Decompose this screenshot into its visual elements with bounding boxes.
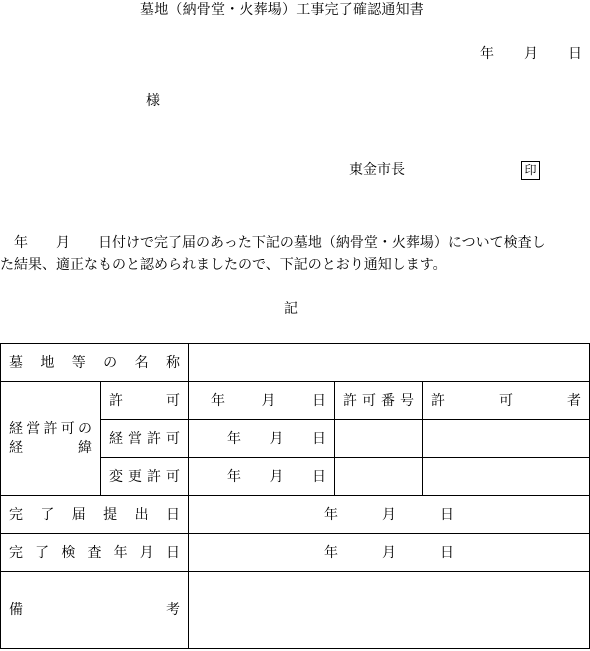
header-permit-number-char: 可: [362, 392, 376, 409]
completion-filed-label-char: 出: [134, 506, 149, 523]
month-label: 月: [382, 506, 396, 523]
year-label: 年: [227, 468, 241, 485]
table-row-completion-filed: [1, 496, 590, 534]
change-permit-number-cell[interactable]: [335, 458, 423, 496]
issuer: 東金市長: [349, 162, 405, 178]
change-permit-label-char: 可: [166, 468, 180, 485]
inspection-date-cell[interactable]: [189, 534, 590, 572]
name-label-char: 墓: [9, 354, 23, 371]
name-label-char: 等: [71, 354, 86, 371]
header-permit-cell: [101, 382, 189, 420]
ki-heading: 記: [284, 301, 298, 317]
header-permit: [101, 394, 188, 408]
inspection-date-label-char: 日: [165, 544, 180, 561]
business-permitter-cell[interactable]: [423, 420, 590, 458]
header-permit-char: 許: [109, 392, 123, 409]
name-value-cell[interactable]: [189, 344, 590, 382]
day-label: 日: [440, 506, 454, 523]
details-table: [0, 343, 590, 649]
completion-filed-label-char: 了: [40, 506, 55, 523]
day-label: 日: [312, 468, 326, 485]
date-year: 年: [480, 46, 494, 62]
addressee: 様: [146, 93, 160, 109]
header-year: 年: [211, 392, 225, 409]
business-permit-label-char: 許: [147, 430, 161, 447]
name-label-char: 名: [134, 354, 149, 371]
completion-filed-label-char: 完: [9, 506, 23, 523]
business-permit-label-char: 営: [128, 430, 142, 447]
name-label-cell: [1, 344, 189, 382]
completion-filed-label-char: 日: [165, 506, 180, 523]
completion-filed-label: [1, 508, 188, 522]
name-label-char: 称: [165, 354, 180, 371]
issue-date: [480, 47, 582, 61]
document-title: 墓地（納骨堂・火葬場）工事完了確認通知書: [140, 2, 424, 18]
completion-filed-date: [189, 508, 589, 522]
change-permitter-cell[interactable]: [423, 458, 590, 496]
table-row-header: [1, 382, 590, 420]
change-permit-label-cell: [101, 458, 189, 496]
header-day: 日: [312, 392, 326, 409]
table-row-remarks: [1, 572, 590, 649]
business-permit-date-cell[interactable]: [189, 420, 335, 458]
completion-filed-label-char: 届: [71, 506, 86, 523]
header-permitter-cell: [423, 382, 590, 420]
year-label: 年: [324, 506, 338, 523]
permit-history-label-char: 営: [26, 420, 41, 437]
header-permitter-char: 者: [567, 392, 581, 409]
remarks-label-cell: [1, 572, 189, 649]
body-text-line-1: 年 月 日付けで完了届のあった下記の墓地（納骨堂・火葬場）について検査し: [0, 235, 546, 251]
header-permitter-char: 許: [431, 392, 445, 409]
name-label-char: の: [103, 354, 118, 371]
permit-history-label-line-1: [9, 420, 92, 439]
body-text-line-2: た結果、適正なものと認められましたので、下記のとおり通知します。: [0, 257, 447, 273]
change-permit-label-char: 許: [147, 468, 161, 485]
remarks-label: [1, 603, 188, 617]
month-label: 月: [382, 544, 396, 561]
header-permit-char: 可: [166, 392, 180, 409]
header-ymd-cell: [189, 382, 335, 420]
completion-filed-label-char: 提: [103, 506, 118, 523]
date-month: 月: [524, 46, 538, 62]
header-permit-number-char: 号: [400, 392, 414, 409]
inspection-date-label-char: 月: [139, 544, 154, 561]
date-day: 日: [568, 46, 582, 62]
permit-history-label-cell: [1, 382, 101, 496]
permit-history-label-char: 経: [9, 439, 23, 456]
inspection-date-label-char: 検: [61, 544, 76, 561]
name-label: [1, 356, 188, 370]
permit-history-label-line-2: [9, 439, 92, 458]
remarks-label-char-2: 考: [166, 602, 180, 618]
remarks-value-cell[interactable]: [189, 572, 590, 649]
permit-history-label-char: 経: [9, 420, 23, 437]
inspection-date: [189, 546, 589, 560]
year-label: 年: [227, 430, 241, 447]
header-permit-number-char: 番: [381, 392, 395, 409]
header-permitter: [423, 394, 589, 408]
seal-stamp: 印: [521, 161, 540, 180]
remarks-label-char-1: 備: [9, 602, 23, 618]
completion-filed-label-cell: [1, 496, 189, 534]
name-label-char: 地: [40, 354, 55, 371]
month-label: 月: [269, 430, 284, 447]
business-permit-label-cell: [101, 420, 189, 458]
inspection-date-label-char: 年: [113, 544, 128, 561]
business-permit-date: [189, 432, 334, 446]
year-label: 年: [324, 544, 338, 561]
header-permit-number-char: 許: [343, 392, 357, 409]
header-permitter-char: 可: [499, 392, 513, 409]
permit-history-label-char: 緯: [78, 439, 92, 456]
business-permit-number-cell[interactable]: [335, 420, 423, 458]
inspection-date-label-char: 査: [87, 544, 102, 561]
change-permit-label: [101, 470, 188, 484]
permit-history-label-char: 許: [43, 420, 58, 437]
inspection-date-label-cell: [1, 534, 189, 572]
change-permit-label-char: 更: [128, 468, 142, 485]
business-permit-label: [101, 432, 188, 446]
business-permit-label-char: 可: [166, 430, 180, 447]
header-ymd: [189, 394, 334, 408]
inspection-date-label-char: 了: [35, 544, 50, 561]
permit-history-label-char: の: [78, 420, 92, 437]
header-permit-number: [335, 394, 422, 408]
completion-filed-date-cell[interactable]: [189, 496, 590, 534]
table-row-inspection-date: [1, 534, 590, 572]
permit-history-label-char: 可: [60, 420, 75, 437]
day-label: 日: [440, 544, 454, 561]
header-permit-number-cell: [335, 382, 423, 420]
change-permit-date-cell[interactable]: [189, 458, 335, 496]
change-permit-label-char: 変: [109, 468, 123, 485]
change-permit-date: [189, 470, 334, 484]
table-row-name: [1, 344, 590, 382]
day-label: 日: [312, 430, 326, 447]
business-permit-label-char: 経: [109, 430, 123, 447]
header-month: 月: [261, 392, 276, 409]
permit-history-label: [1, 420, 100, 458]
inspection-date-label: [1, 546, 188, 560]
inspection-date-label-char: 完: [9, 544, 23, 561]
month-label: 月: [269, 468, 284, 485]
